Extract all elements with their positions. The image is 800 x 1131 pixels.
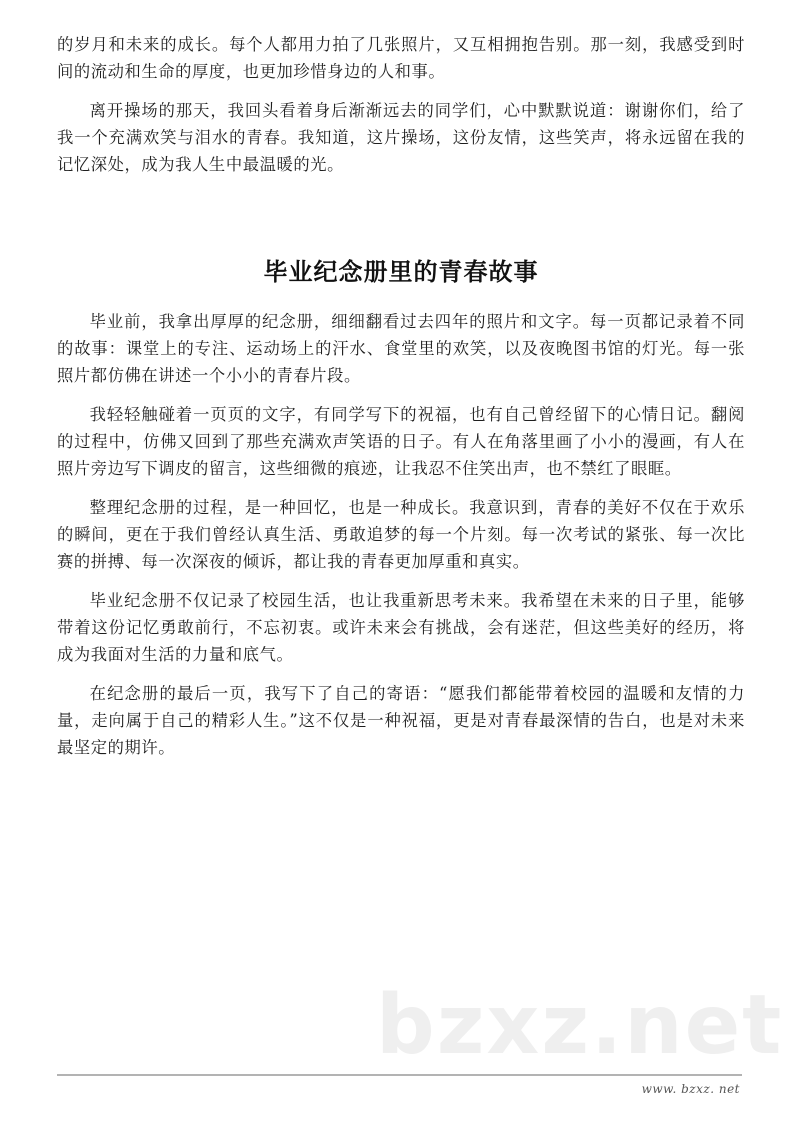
paragraph: 我轻轻触碰着一页页的文字，有同学写下的祝福，也有自己曾经留下的心情日记。翻阅的过程中，仿佛又回到了那些充满欢声笑语的日子。有人在角落里画了小小的漫画，有人在照片旁边写下调皮的留言，这些细微的痕迹，让我忍不住笑出声，也不禁红了眼眶。 xyxy=(57,405,745,478)
footer-url: www. bzxz. net xyxy=(641,1082,740,1096)
paragraph: 毕业纪念册不仅记录了校园生活，也让我重新思考未来。我希望在未来的日子里，能够带着这份记忆勇敢前行，不忘初衷。或许未来会有挑战，会有迷茫，但这些美好的经历，将成为我面对生活的力量和底气。 xyxy=(57,591,745,664)
paragraph: 整理纪念册的过程，是一种回忆，也是一种成长。我意识到，青春的美好不仅在于欢乐的瞬间，更在于我们曾经认真生活、勇敢追梦的每一个片刻。每一次考试的紧张、每一次比赛的拼搏、每一次深夜的倾诉，都让我的青春更加厚重和真实。 xyxy=(57,498,745,571)
document-page xyxy=(57,31,745,773)
paragraph-continued: 的岁月和未来的成长。每个人都用力拍了几张照片，又互相拥抱告别。那一刻，我感受到时间的流动和生命的厚度，也更加珍惜身边的人和事。 xyxy=(57,35,745,81)
footer-divider xyxy=(57,1074,742,1076)
section-title: 毕业纪念册里的青春故事 xyxy=(263,258,539,286)
paragraph: 离开操场的那天，我回头看着身后渐渐远去的同学们，心中默默说道：谢谢你们，给了我一个充满欢笑与泪水的青春。我知道，这片操场，这份友情，这些笑声，将永远留在我的记忆深处，成为我人生中最温暖的光。 xyxy=(57,101,745,174)
watermark: bzxz.net xyxy=(376,978,784,1073)
section-spacer xyxy=(57,190,745,254)
paragraph: 在纪念册的最后一页，我写下了自己的寄语：“愿我们都能带着校园的温暖和友情的力量，走向属于自己的精彩人生。”这不仅是一种祝福，更是对青春最深情的告白，也是对未来最坚定的期许。 xyxy=(57,684,745,757)
paragraph: 毕业前，我拿出厚厚的纪念册，细细翻看过去四年的照片和文字。每一页都记录着不同的故事：课堂上的专注、运动场上的汗水、食堂里的欢笑，以及夜晚图书馆的灯光。每一张照片都仿佛在讲述一个小小的青春片段。 xyxy=(57,312,745,385)
